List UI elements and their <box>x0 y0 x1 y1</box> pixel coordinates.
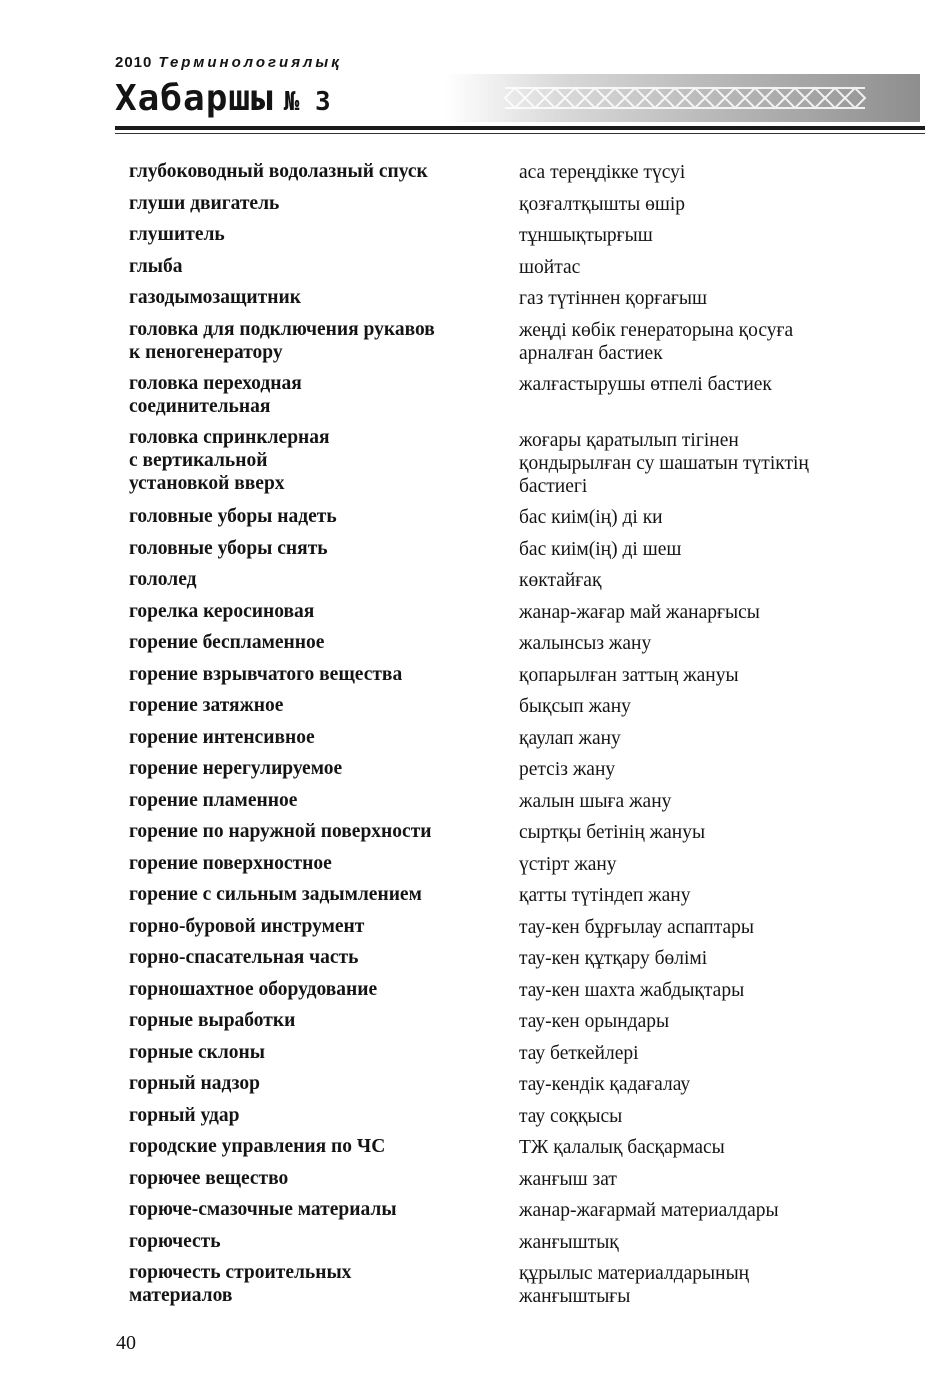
glossary-entry <box>129 286 889 318</box>
glossary-entry <box>129 694 889 726</box>
term-russian: горение беспламенное <box>129 632 325 653</box>
page-header <box>115 50 925 145</box>
term-kazakh: қозғалтқышты өшір <box>519 193 686 215</box>
term-kazakh: қаулап жану <box>519 727 621 749</box>
term-kazakh: аса тереңдікке түсуі <box>519 162 686 183</box>
glossary-entry <box>129 631 889 663</box>
header-issue: № 3 <box>283 87 331 117</box>
term-kazakh: жанғыш зат <box>519 1168 617 1190</box>
term-russian: горение нерегулируемое <box>129 758 343 779</box>
term-kazakh: бықсып жану <box>519 696 631 717</box>
term-russian: горный удар <box>129 1104 240 1126</box>
term-kazakh: жоғары қаратылып тігінен қондырылған су шашатын түтіктің бастиегі <box>519 429 809 497</box>
glossary-entry <box>129 663 889 695</box>
term-russian: горношахтное оборудование <box>129 978 378 1000</box>
term-russian: глуши двигатель <box>129 192 280 214</box>
term-russian: горючесть <box>129 1230 221 1252</box>
term-kazakh: тау-кен бұрғылау аспаптары <box>519 916 755 938</box>
term-kazakh: ТЖ қалалық басқармасы <box>519 1137 725 1158</box>
term-kazakh: тау-кен шахта жабдықтары <box>519 979 745 1001</box>
glossary-entry <box>129 1135 889 1167</box>
glossary-entry <box>129 1230 889 1262</box>
term-russian: головные уборы надеть <box>129 506 337 527</box>
term-russian: горение по наружной поверхности <box>129 821 432 842</box>
term-kazakh: жалғастырушы өтпелі бастиек <box>519 374 772 395</box>
term-russian: глыба <box>129 255 183 277</box>
glossary-entry <box>129 1009 889 1041</box>
glossary-entry <box>129 883 889 915</box>
term-russian: горение затяжное <box>129 695 284 716</box>
term-russian: горные выработки <box>129 1010 296 1031</box>
glossary-entry <box>129 372 889 426</box>
header-series-line <box>115 54 342 71</box>
term-russian: гололед <box>129 569 197 590</box>
glossary-entry <box>129 223 889 255</box>
glossary-entry <box>129 1072 889 1104</box>
term-kazakh: сыртқы бетінің жануы <box>519 822 706 843</box>
term-russian: горючесть строительных материалов <box>129 1262 352 1306</box>
term-russian: горение с сильным задымлением <box>129 884 422 905</box>
term-kazakh: тау беткейлері <box>519 1042 639 1064</box>
term-russian: горение интенсивное <box>129 726 315 748</box>
term-russian: горюче-смазочные материалы <box>129 1199 397 1220</box>
glossary-entry <box>129 160 889 192</box>
term-kazakh: қопарылған заттың жануы <box>519 664 739 686</box>
term-russian: горение взрывчатого вещества <box>129 663 403 685</box>
term-russian: горение поверхностное <box>129 852 332 874</box>
term-kazakh: бас киім(ің) ді ки <box>519 507 663 528</box>
term-kazakh: үстірт жану <box>519 853 617 875</box>
page-number: 40 <box>116 1332 136 1354</box>
term-kazakh: жалынсыз жану <box>519 633 652 654</box>
glossary-entry <box>129 915 889 947</box>
term-russian: головные уборы снять <box>129 537 328 559</box>
term-russian: газодымозащитник <box>129 287 301 308</box>
glossary-entry <box>129 978 889 1010</box>
term-kazakh: жалын шыға жану <box>519 790 672 812</box>
glossary-entry <box>129 1104 889 1136</box>
header-year: 2010 <box>115 54 153 71</box>
header-series: Терминологиялық <box>158 54 342 71</box>
glossary-entry <box>129 1167 889 1199</box>
glossary-entry <box>129 318 889 373</box>
glossary-entry <box>129 1198 889 1230</box>
term-kazakh: тау-кендік қадағалау <box>519 1074 691 1095</box>
glossary-entry <box>129 852 889 884</box>
term-russian: глубоководный водолазный спуск <box>129 161 428 182</box>
term-russian: горно-буровой инструмент <box>129 915 365 937</box>
header-rule <box>115 126 925 130</box>
term-russian: горный надзор <box>129 1073 260 1094</box>
term-kazakh: ретсіз жану <box>519 759 616 780</box>
glossary-entry <box>129 426 889 506</box>
term-russian: горелка керосиновая <box>129 600 315 622</box>
header-rule-thin <box>115 133 925 134</box>
term-russian: головка для подключения рукавов к пеногенератору <box>129 318 435 363</box>
glossary-entry <box>129 600 889 632</box>
glossary-entry <box>129 726 889 758</box>
term-kazakh: жанғыштық <box>519 1231 619 1253</box>
term-kazakh: жанар-жағар май жанарғысы <box>519 601 760 623</box>
term-kazakh: тау соққысы <box>519 1105 623 1127</box>
glossary-entry <box>129 1261 889 1316</box>
glossary-entry <box>129 757 889 789</box>
glossary-entry <box>129 505 889 537</box>
term-kazakh: жанар-жағармай материалдары <box>519 1200 779 1221</box>
term-kazakh: бас киім(ің) ді шеш <box>519 538 682 560</box>
header-title-line <box>115 78 331 119</box>
term-kazakh: тау-кен құтқару бөлімі <box>519 948 708 969</box>
term-kazakh: құрылыс материалдарының жанғыштығы <box>519 1263 750 1307</box>
glossary-entry <box>129 568 889 600</box>
term-kazakh: көктайғақ <box>519 570 602 591</box>
term-kazakh: шойтас <box>519 256 581 278</box>
term-russian: горные склоны <box>129 1041 265 1063</box>
term-kazakh: газ түтіннен қорғағыш <box>519 288 708 309</box>
header-title: Хабаршы <box>115 78 274 119</box>
glossary-list <box>129 160 889 1316</box>
glossary-entry <box>129 820 889 852</box>
term-kazakh: қатты түтіндеп жану <box>519 885 691 906</box>
term-russian: городские управления по ЧС <box>129 1136 386 1157</box>
term-russian: горение пламенное <box>129 789 298 811</box>
term-kazakh: тау-кен орындары <box>519 1011 670 1032</box>
glossary-entry <box>129 192 889 224</box>
glossary-entry <box>129 789 889 821</box>
term-russian: глушитель <box>129 224 225 245</box>
glossary-entry <box>129 255 889 287</box>
term-russian: головка спринклерная с вертикальной установкой вверх <box>129 426 330 494</box>
term-russian: горно-спасательная часть <box>129 947 359 968</box>
term-russian: головка переходная соединительная <box>129 373 302 417</box>
term-kazakh: тұншықтырғыш <box>519 225 653 246</box>
glossary-entry <box>129 946 889 978</box>
term-russian: горючее вещество <box>129 1167 289 1189</box>
glossary-entry <box>129 537 889 569</box>
glossary-entry <box>129 1041 889 1073</box>
term-kazakh: жеңді көбік генераторына қосуға арналған бастиек <box>519 319 794 364</box>
header-ornament-band <box>445 74 920 122</box>
